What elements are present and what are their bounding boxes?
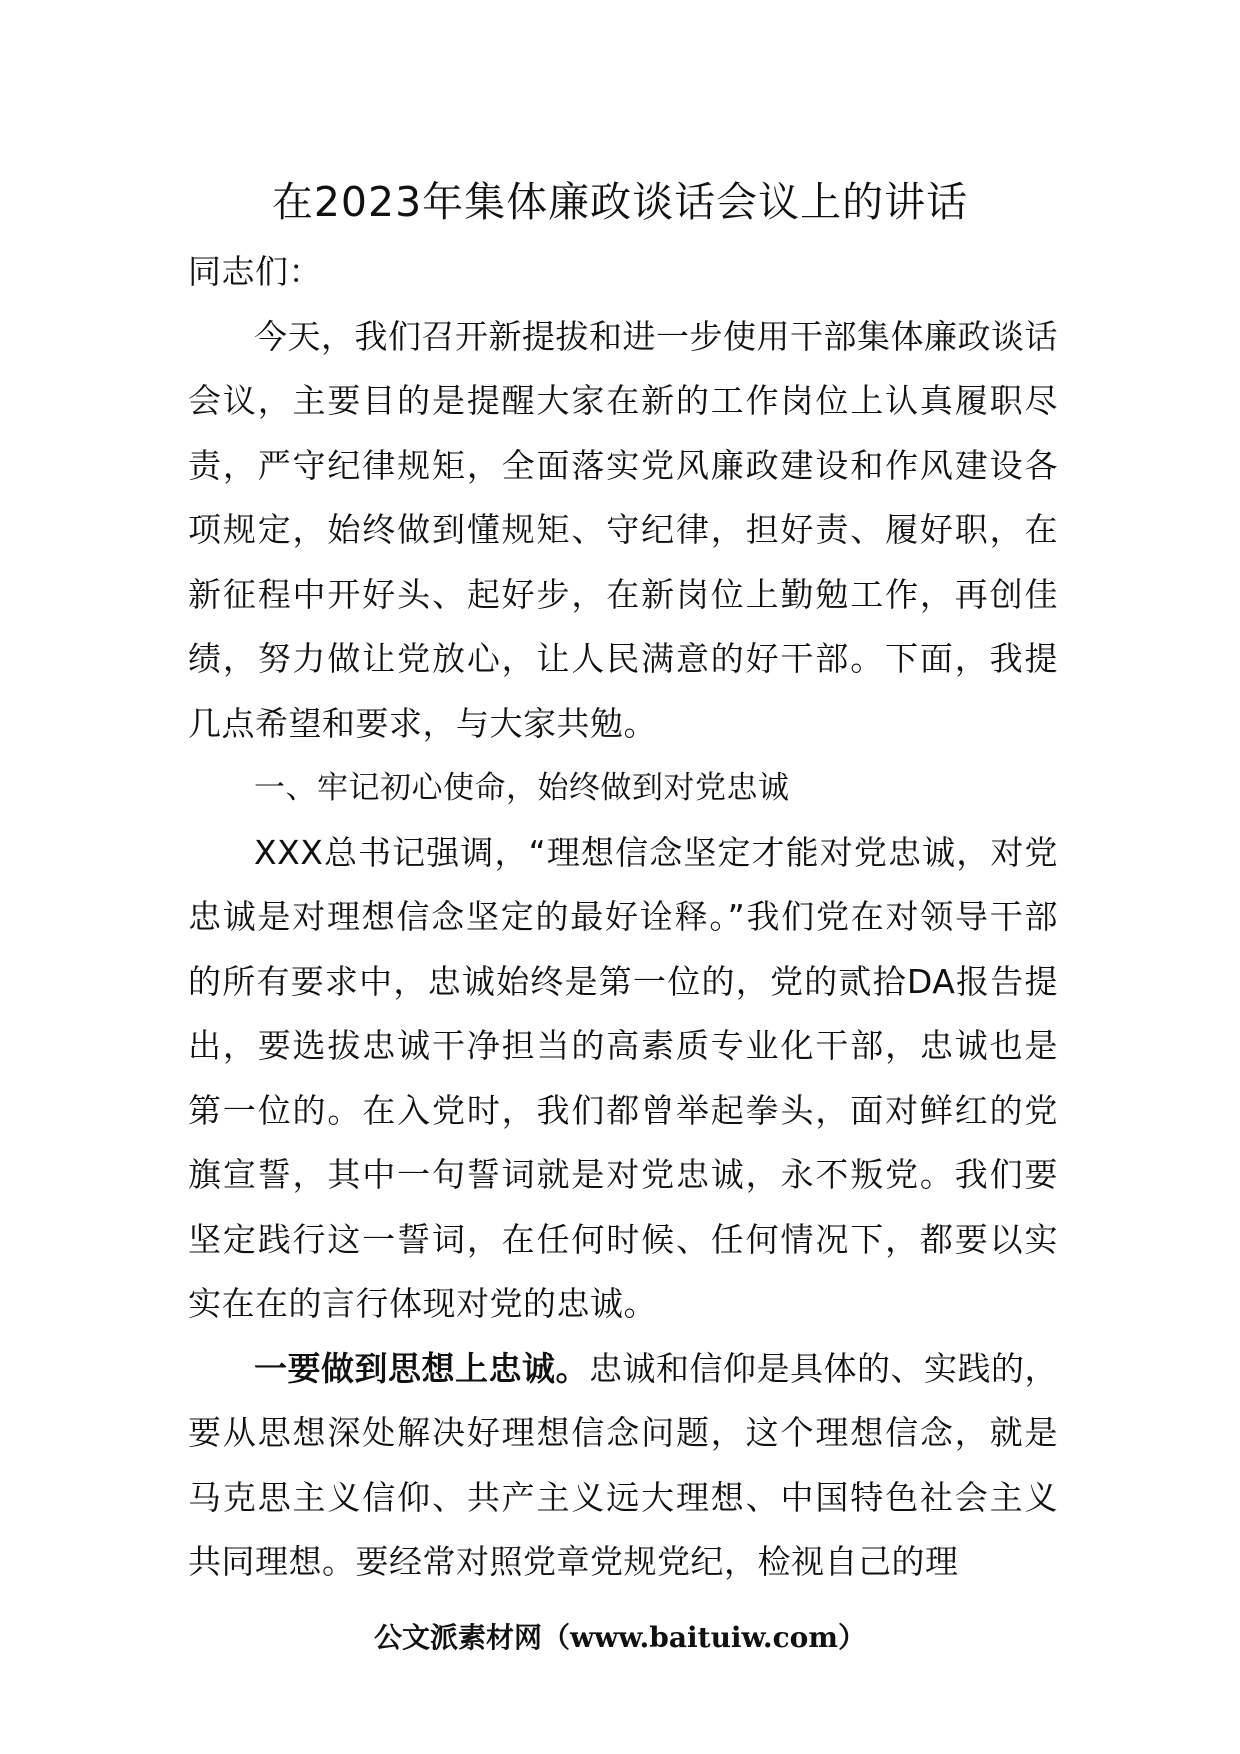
footer-watermark: 公文派素材网（www.baituiw.com） xyxy=(374,1621,866,1654)
paragraph-intro: 今天，我们召开新提拔和进一步使用干部集体廉政谈话会议，主要目的是提醒大家在新的工作岗位上认真履职尽责，严守纪律规矩，全面落实党风廉政建设和作风建设各项规定，始终做到懂规矩、守纪律，担好责、履好职，在新征程中开好头、起好步，在新岗位上勤勉工作，再创佳绩，努力做让党放心，让人民满意的好干部。下面，我提几点希望和要求，与大家共勉。 xyxy=(188,316,1058,743)
paragraph-loyalty: XXX总书记强调，“理想信念坚定才能对党忠诚，对党忠诚是对理想信念坚定的最好诠释。”我们党在对领导干部的所有要求中，忠诚始终是第一位的，党的贰拾DA报告提出，要选拔忠诚干净担当的高素质专业化干部，忠诚也是第一位的。在入党时，我们都曾举起拳头，面对鲜红的党旗宣誓，其中一句誓词就是对党忠诚，永不叛党。我们要坚定践行这一誓词，在任何时候、任何情况下，都要以实实在在的言行体现对党的忠诚。 xyxy=(188,832,1058,1323)
paragraph-thought xyxy=(188,1337,1058,1595)
paragraph-lead: 一要做到思想上忠诚。 xyxy=(254,1348,589,1388)
document-body xyxy=(188,240,1058,1595)
section-heading: 一、牢记初心使命，始终做到对党忠诚 xyxy=(254,770,790,806)
salutation: 同志们： xyxy=(188,252,322,291)
document-title: 在2023年集体廉政谈话会议上的讲话 xyxy=(271,178,969,226)
paragraph-body: 忠诚和信仰是具体的、实践的，要从思想深处解决好理想信念问题，这个理想信念，就是马克思主义信仰、共产主义远大理想、中国特色社会主义共同理想。要经常对照党章党规党纪，检视自己的理 xyxy=(188,1348,1058,1581)
